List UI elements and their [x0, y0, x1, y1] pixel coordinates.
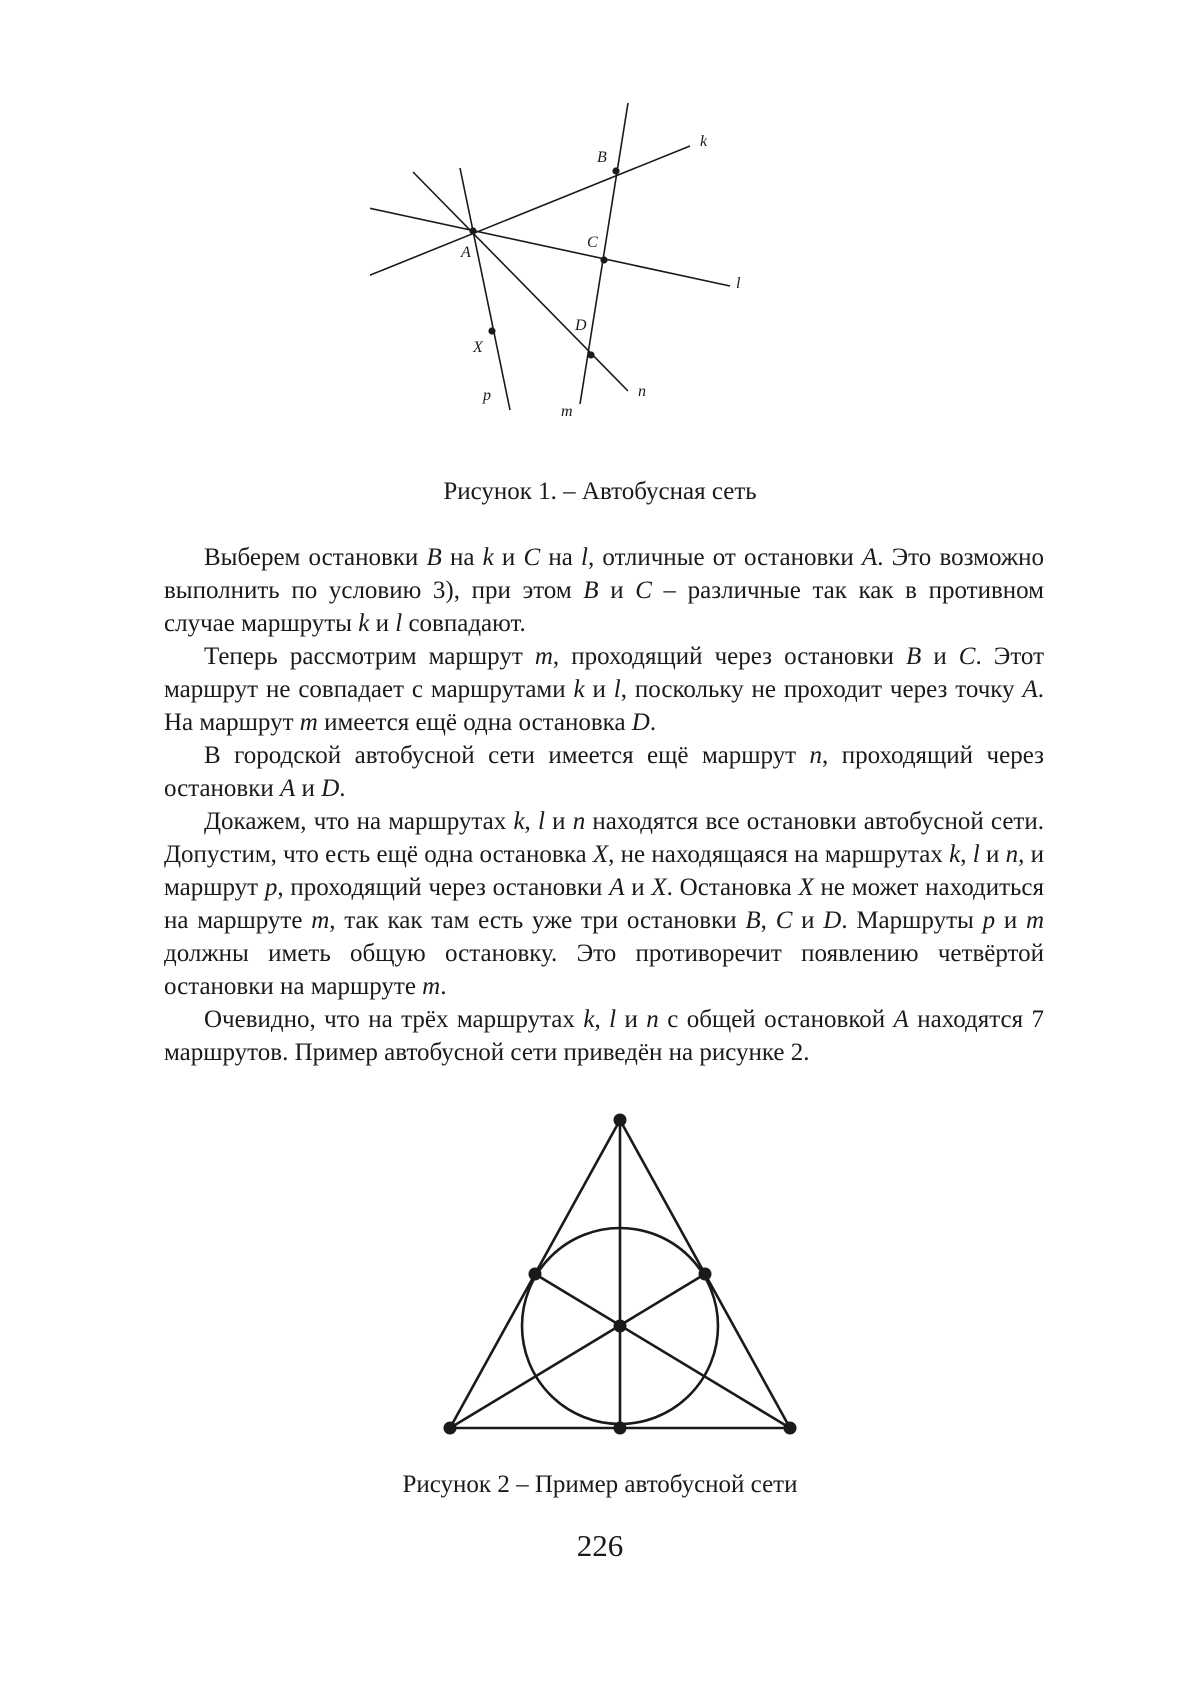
- math-variable: B: [583, 577, 599, 604]
- vertex-top: [614, 1114, 627, 1127]
- math-variable: p: [982, 907, 996, 934]
- math-variable: A: [861, 544, 878, 571]
- math-variable: k: [482, 544, 494, 571]
- label-a: A: [461, 244, 471, 261]
- line-p: [460, 168, 510, 410]
- math-variable: B: [745, 907, 761, 934]
- paragraph: В городской автобусной сети имеется ещё маршрут n, проходящий через остановки A и D.: [164, 742, 1044, 802]
- math-variable: n: [809, 742, 823, 769]
- point-b: [612, 167, 619, 174]
- math-variable: D: [321, 775, 340, 802]
- point-a: [469, 227, 476, 234]
- math-variable: X: [651, 874, 667, 901]
- math-variable: C: [958, 643, 976, 670]
- label-n: n: [638, 383, 646, 400]
- figure-2-bus-network-example: [430, 1110, 810, 1445]
- math-variable: m: [299, 709, 318, 736]
- math-variable: A: [893, 1006, 909, 1033]
- line-n: [413, 172, 628, 391]
- math-variable: C: [635, 577, 652, 604]
- math-variable: k: [949, 841, 961, 868]
- figure-1-caption: Рисунок 1. – Автобусная сеть: [443, 478, 757, 505]
- label-d: D: [575, 317, 587, 334]
- point-d: [587, 351, 594, 358]
- label-x: X: [473, 339, 483, 356]
- centroid: [614, 1320, 627, 1333]
- math-variable: l: [581, 544, 588, 571]
- label-k: k: [700, 133, 708, 150]
- label-c: C: [587, 234, 598, 251]
- math-variable: l: [609, 1006, 617, 1033]
- page-number: 226: [576, 1528, 624, 1563]
- point-x: [488, 327, 495, 334]
- math-variable: k: [358, 610, 370, 637]
- paragraph: Докажем, что на маршрутах k, l и n находятся все остановки автобусной сети. Допустим, что есть ещё одна остановка X, не находящаяся на маршрутах k, l и n, и маршрут p, проходящий через остановки A и X. Остановка X не может находиться на маршруте m, так как там есть уже три остановки B, C и D. Маршруты p и m должны иметь общую остановку. Это противоречит появлению четвёртой остановки на маршруте m.: [164, 808, 1045, 1000]
- label-m: m: [561, 403, 573, 420]
- line-k: [370, 146, 690, 280]
- math-variable: p: [264, 874, 278, 901]
- math-variable: B: [905, 643, 922, 670]
- math-variable: n: [646, 1006, 659, 1033]
- vertex-bottom-left: [444, 1422, 457, 1435]
- math-variable: n: [1005, 841, 1019, 868]
- median-right: [535, 1274, 790, 1428]
- math-variable: m: [311, 907, 330, 934]
- math-variable: X: [798, 874, 814, 901]
- body-text: [164, 541, 1044, 1069]
- math-variable: A: [280, 775, 296, 802]
- math-variable: l: [972, 841, 980, 868]
- math-variable: B: [426, 544, 442, 571]
- line-l: [370, 204, 730, 286]
- math-variable: k: [513, 808, 525, 835]
- math-variable: C: [523, 544, 541, 571]
- figure-1-bus-network: [370, 100, 830, 465]
- math-variable: A: [1022, 676, 1038, 703]
- paragraph: Очевидно, что на трёх маршрутах k, l и n с общей остановкой A находятся 7 маршрутов. Пример автобусной сети приведён на рисунке 2.: [164, 1006, 1044, 1066]
- point-c: [600, 256, 607, 263]
- math-variable: k: [573, 676, 585, 703]
- math-variable: l: [538, 808, 545, 835]
- math-variable: A: [609, 874, 625, 901]
- paragraph: Выберем остановки B на k и C на l, отличные от остановки A. Это возможно выполнить по условию 3), при этом B и C – различные так как в противном случае маршруты k и l совпадают.: [164, 544, 1044, 637]
- figure-2-caption: Рисунок 2 – Пример автобусной сети: [402, 1471, 798, 1498]
- math-variable: m: [422, 973, 441, 1000]
- math-variable: k: [583, 1006, 595, 1033]
- math-variable: l: [613, 676, 621, 703]
- paragraph: Теперь рассмотрим маршрут m, проходящий через остановки B и C. Этот маршрут не совпадает с маршрутами k и l, поскольку не проходит через точку A. На маршрут m имеется ещё одна остановка D.: [164, 643, 1045, 736]
- midpoint-base: [614, 1422, 627, 1435]
- math-variable: n: [572, 808, 586, 835]
- midpoint-left: [529, 1268, 542, 1281]
- label-b: B: [597, 149, 607, 166]
- math-variable: D: [631, 709, 650, 736]
- math-variable: D: [823, 907, 842, 934]
- math-variable: C: [775, 907, 793, 934]
- math-variable: X: [592, 841, 609, 868]
- math-variable: l: [395, 610, 403, 637]
- median-left: [450, 1274, 705, 1428]
- math-variable: m: [1025, 907, 1045, 934]
- label-l: l: [736, 275, 741, 292]
- math-variable: m: [534, 643, 553, 670]
- label-p: p: [483, 387, 491, 404]
- vertex-bottom-right: [784, 1422, 797, 1435]
- midpoint-right: [699, 1268, 712, 1281]
